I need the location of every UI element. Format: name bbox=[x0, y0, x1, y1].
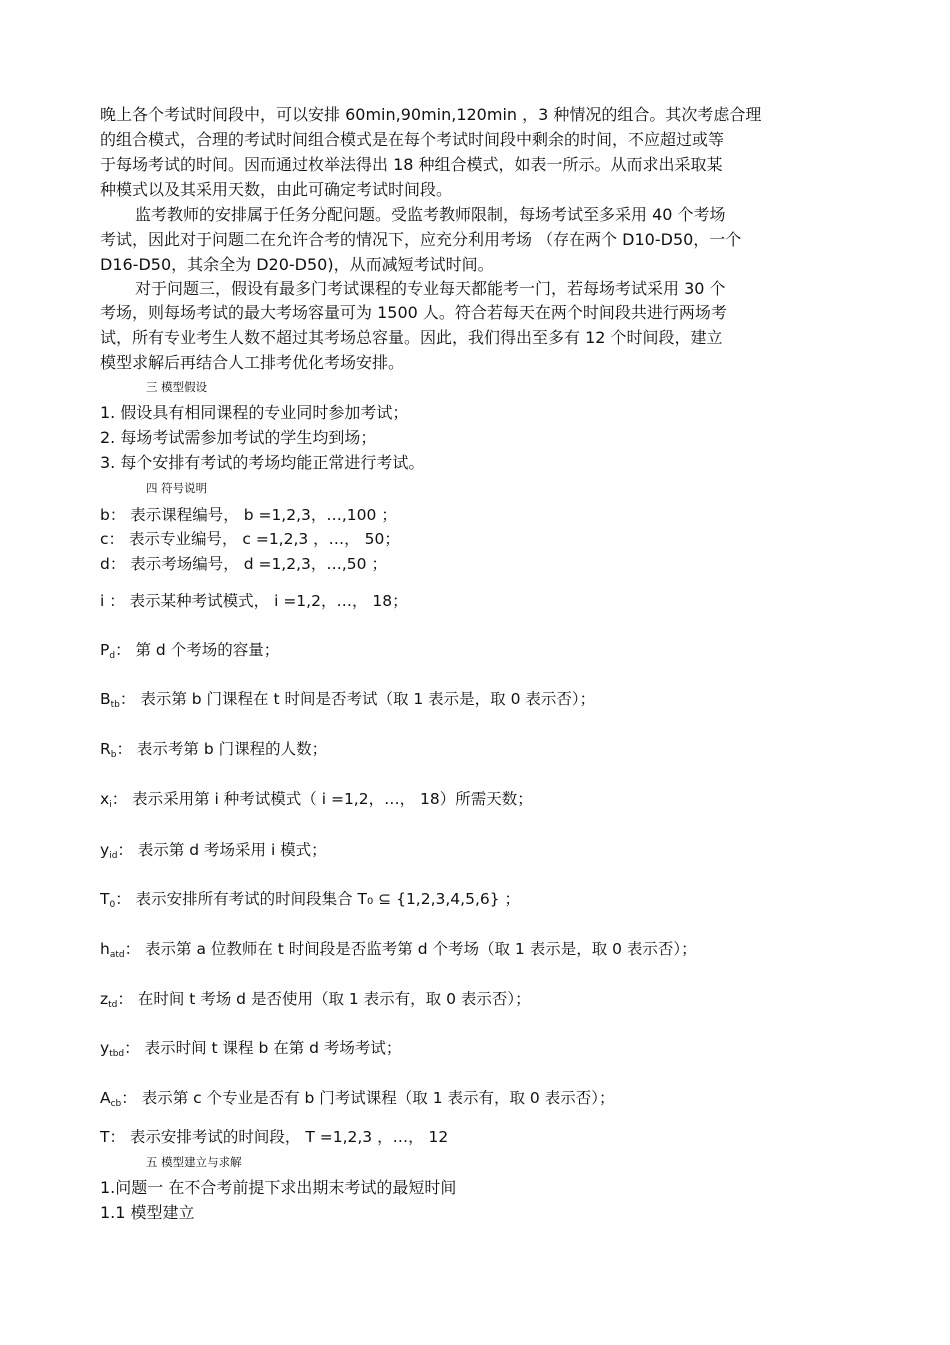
text-line: 的组合模式，合理的考试时间组合模式是在每个考试时间段中剩余的时间，不应超过或等 bbox=[100, 130, 725, 149]
assumption-item: 2. 每场考试需参加考试的学生均到场； bbox=[100, 428, 377, 447]
text-line: 监考教师的安排属于任务分配问题。受监考教师限制，每场考试至多采用 40 个考场 bbox=[135, 205, 726, 224]
symbol-T0: $T_0$： 表示安排所有考试的时间段集合 T₀ ⊆ {1,2,3,4,5,6} ； bbox=[100, 890, 521, 910]
symbol-A: $A_{cb}$： 表示第 c 个专业是否有 b 门考试课程（取 1 表示有，取 0 表示否）； bbox=[100, 1089, 615, 1109]
text-line: 对于问题三，假设有最多门考试课程的专业每天都能考一门，若每场考试采用 30 个 bbox=[135, 279, 726, 298]
symbol-d: d： 表示考场编号， d =1,2,3，…,50 ； bbox=[100, 555, 387, 573]
symbol-R: $R_b$： 表示考第 b 门课程的人数； bbox=[100, 740, 328, 760]
symbol-B: $B_{tb}$： 表示第 b 门课程在 t 时间是否考试（取 1 表示是，取 0 表示否）； bbox=[100, 690, 596, 710]
symbol-x: $x_i$： 表示采用第 i 种考试模式（ i =1,2，…， 18）所需天数； bbox=[100, 790, 533, 810]
symbol-ytbd: $y_{tbd}$： 表示时间 t 课程 b 在第 d 考场考试； bbox=[100, 1039, 402, 1059]
symbol-y: $y_{id}$： 表示第 d 考场采用 i 模式； bbox=[100, 841, 327, 861]
text-line: 模型求解后再结合人工排考优化考场安排。 bbox=[100, 353, 405, 372]
text-line: 晚上各个考试时间段中，可以安排 60min,90min,120min ，3 种情况的组合。其次考虑合理 bbox=[100, 105, 762, 124]
symbol-P: $P_d$： 第 d 个考场的容量； bbox=[100, 641, 280, 661]
text-line: 于每场考试的时间。因而通过枚举法得出 18 种组合模式，如表一所示。从而求出采取某 bbox=[100, 155, 723, 174]
section-heading: 五 模型建立与求解 bbox=[146, 1155, 242, 1169]
assumption-item: 1. 假设具有相同课程的专业同时参加考试； bbox=[100, 403, 409, 422]
symbol-T: T： 表示安排考试的时间段， T =1,2,3 ，…， 12 bbox=[100, 1128, 449, 1146]
symbol-c: c： 表示专业编号， c =1,2,3 ，…， 50； bbox=[100, 530, 400, 548]
section-heading: 四 符号说明 bbox=[146, 481, 208, 495]
symbol-i: i ： 表示某种考试模式， i =1,2，…， 18； bbox=[100, 592, 408, 610]
section-heading: 三 模型假设 bbox=[146, 380, 208, 394]
text-line: 试，所有专业考生人数不超过其考场总容量。因此，我们得出至多有 12 个时间段，建立 bbox=[100, 328, 723, 347]
symbol-b: b： 表示课程编号， b =1,2,3，…,100 ； bbox=[100, 506, 397, 524]
text-line: D16-D50，其余全为 D20-D50)，从而减短考试时间。 bbox=[100, 255, 494, 274]
text-line: 种模式以及其采用天数，由此可确定考试时间段。 bbox=[100, 180, 453, 199]
assumption-item: 3. 每个安排有考试的考场均能正常进行考试。 bbox=[100, 453, 425, 472]
text-line: 考场，则每场考试的最大考场容量可为 1500 人。符合若每天在两个时间段共进行两场考 bbox=[100, 303, 727, 322]
symbol-h: $h_{atd}$： 表示第 a 位教师在 t 时间段是否监考第 d 个考场（取 1 表示是，取 0 表示否）； bbox=[100, 940, 697, 960]
text-line: 考试，因此对于问题二在允许合考的情况下，应充分利用考场 （存在两个 D10-D50，一个 bbox=[100, 230, 742, 249]
subsection-heading: 1.1 模型建立 bbox=[100, 1203, 195, 1222]
symbol-z: $z_{td}$： 在时间 t 考场 d 是否使用（取 1 表示有，取 0 表示否）； bbox=[100, 990, 531, 1010]
subsection-heading: 1.问题一 在不合考前提下求出期末考试的最短时间 bbox=[100, 1178, 457, 1197]
